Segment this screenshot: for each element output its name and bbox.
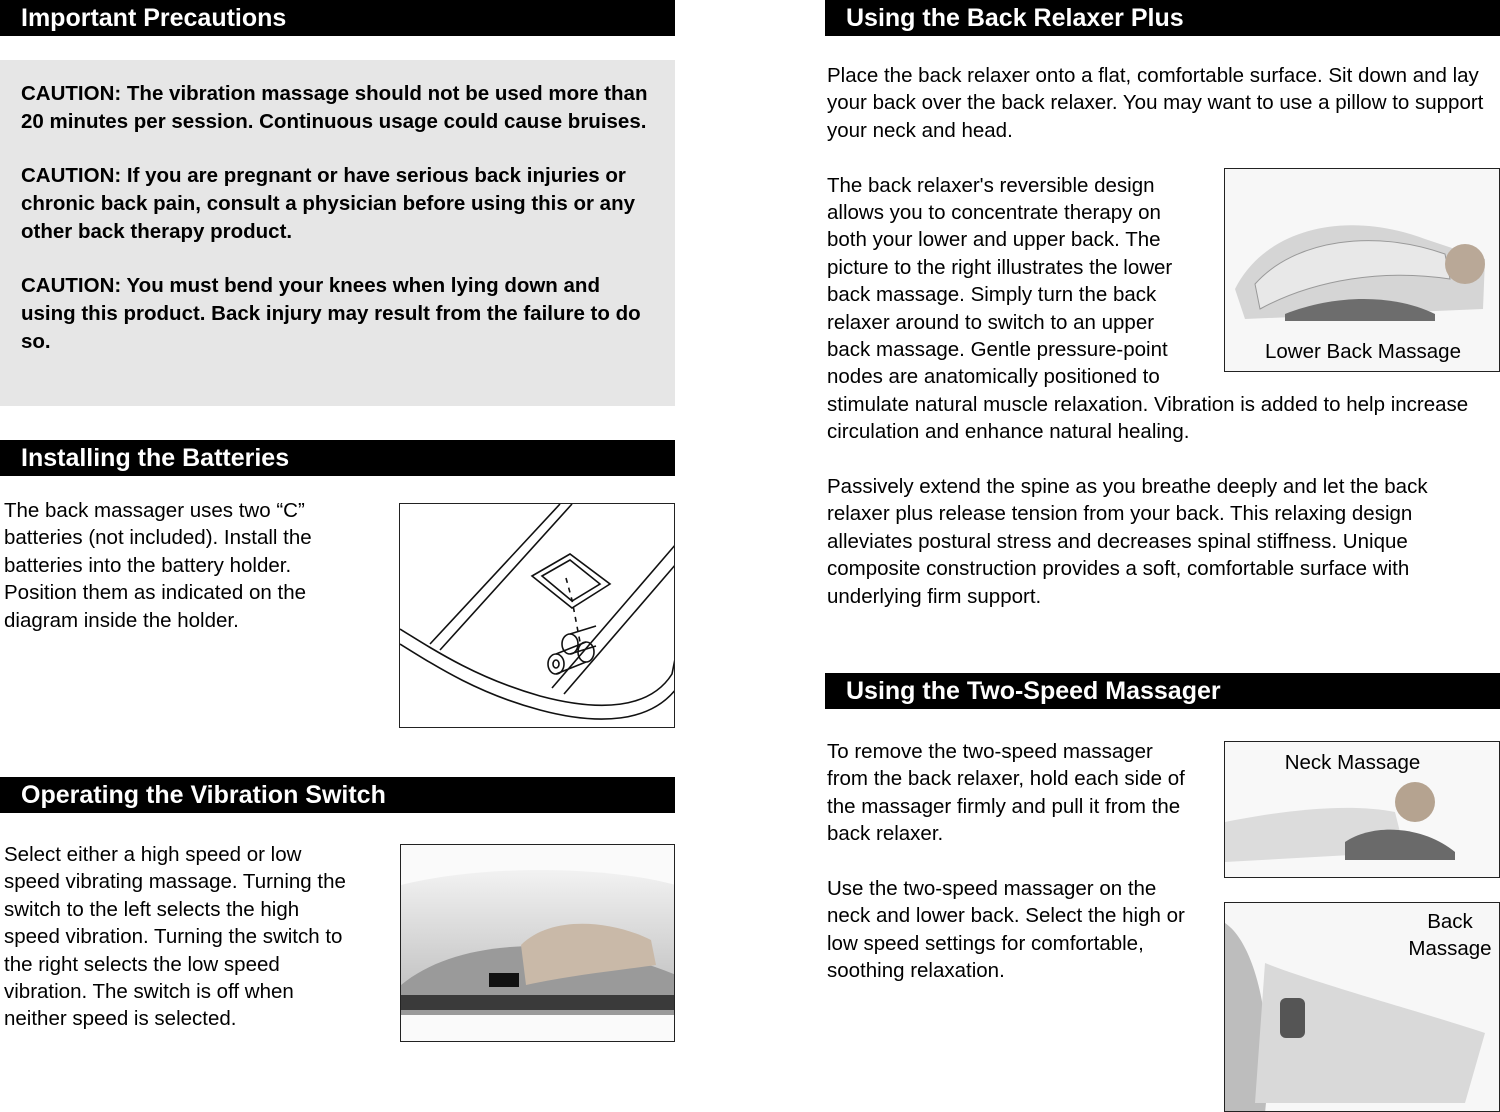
caution-2: CAUTION: If you are pregnant or have serious back injuries or chronic back pain, consult a physician before using this or any other back therapy product.	[21, 164, 635, 243]
battery-diagram	[399, 503, 675, 728]
relaxer-para-2: The back relaxer's reversible design allows you to concentrate therapy on both your lower and upper back. The picture to the right illustrates the lower back massage. Simply turn the back relaxer around to switch to an upper back massage. Gentle pressure-point nodes are anatomically positioned to stimulate natural muscle relaxation. Vibration is added to help increase circulation and enhance natural healing.	[827, 173, 1469, 444]
switch-photo-drawing	[401, 845, 675, 1042]
relaxer-title: Using the Back Relaxer Plus	[846, 4, 1184, 32]
caution-box	[0, 60, 675, 406]
lower-back-caption: Lower Back Massage	[1265, 339, 1461, 363]
massager-text	[827, 738, 1192, 985]
batteries-header	[0, 440, 675, 476]
back-caption	[1395, 908, 1500, 962]
neck-caption: Neck Massage	[1284, 751, 1421, 774]
switch-title: Operating the Vibration Switch	[21, 781, 386, 809]
precautions-header	[0, 0, 675, 36]
massager-header	[825, 673, 1500, 709]
relaxer-text	[827, 62, 1487, 610]
massager-para-2: Use the two-speed massager on the neck and lower back. Select the high or low speed settings for comfortable, soothing relaxation.	[827, 877, 1185, 983]
lower-back-photo	[1224, 168, 1500, 372]
switch-header	[0, 777, 675, 813]
batteries-title: Installing the Batteries	[21, 444, 290, 472]
relaxer-para-3: Passively extend the spine as you breathe deeply and let the back relaxer plus release tension from your back. This relaxing design alleviates postural stress and decreases spinal stiffness. Unique composite construction provides a soft, comfortable surface with underlying firm support.	[827, 475, 1428, 608]
back-massage-photo	[1224, 902, 1500, 1112]
switch-photo	[400, 844, 675, 1042]
caution-1: CAUTION: The vibration massage should not be used more than 20 minutes per session. Continuous usage could cause bruises.	[21, 82, 648, 133]
caution-3: CAUTION: You must bend your knees when lying down and using this product. Back injury may result from the failure to do so.	[21, 274, 641, 353]
relaxer-header	[825, 0, 1500, 36]
neck-massage-photo	[1224, 741, 1500, 878]
relaxer-para-1: Place the back relaxer onto a flat, comfortable surface. Sit down and lay your back over the back relaxer. You may want to use a pillow to support your neck and head.	[827, 64, 1484, 142]
precautions-title: Important Precautions	[21, 4, 287, 32]
battery-diagram-drawing	[400, 504, 675, 728]
back-caption-line-1: Back	[1427, 910, 1473, 933]
switch-text: Select either a high speed or low speed vibrating massage. Turning the switch to the left selects the high speed vibration. Turning the switch to the right selects the low speed vibration. The switch is off when neither speed is selected.	[4, 843, 346, 1031]
back-caption-line-2: Massage	[1408, 937, 1492, 960]
massager-title: Using the Two-Speed Massager	[846, 677, 1221, 705]
batteries-text: The back massager uses two “C” batteries (not included). Install the batteries into the battery holder. Position them as indicated on the diagram inside the holder.	[4, 499, 312, 632]
massager-para-1: To remove the two-speed massager from the back relaxer, hold each side of the massager firmly and pull it from the back relaxer.	[827, 740, 1185, 846]
